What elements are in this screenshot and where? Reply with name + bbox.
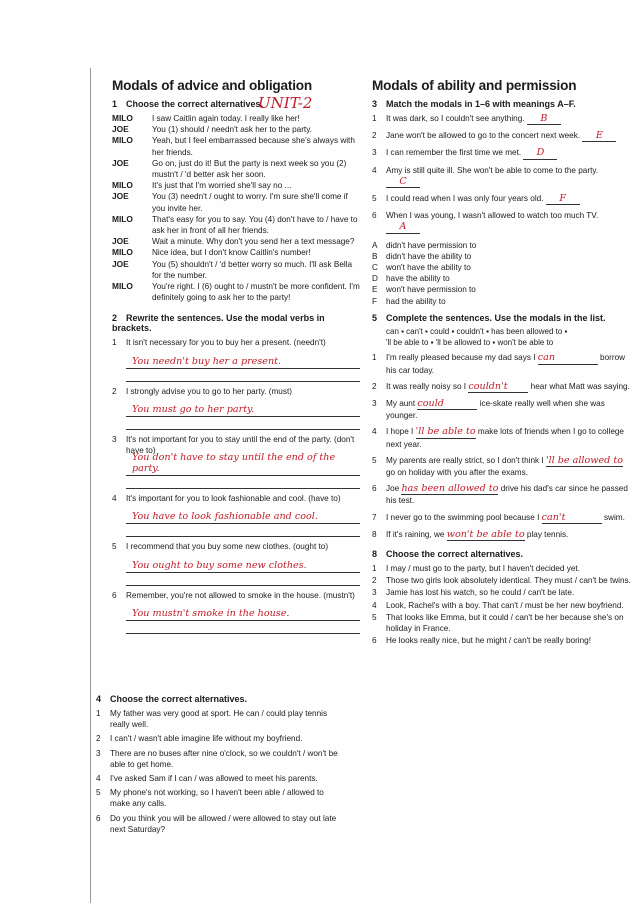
item-text: Jamie has lost his watch, so he could / can't be late. <box>386 588 575 598</box>
item-sentence: It was dark, so I couldn't see anything. <box>386 114 525 123</box>
item-sentence: I can remember the first time we met. <box>386 148 522 158</box>
ex5-items <box>372 352 634 541</box>
ex4-item <box>96 773 346 784</box>
ex8-item <box>372 575 634 586</box>
ex4-item <box>96 708 346 730</box>
right-column <box>372 78 634 648</box>
dialogue-line: Yeah, but I feel embarrassed because she's always with her friends. <box>152 136 355 157</box>
ex8-items <box>372 563 634 646</box>
unit-handwriting: UNIT-2 <box>258 94 313 112</box>
item-number: 4 <box>112 494 117 504</box>
handwritten-answer: 'll be able to <box>415 426 476 438</box>
dialogue-speaker: MILO <box>112 213 133 224</box>
handwritten-answer: You mustn't smoke in the house. <box>132 607 290 619</box>
meaning-text: had the ability to <box>386 296 446 306</box>
handwritten-answer: can't <box>542 512 602 524</box>
handwritten-answer: could <box>417 398 477 410</box>
ex3-meanings <box>372 240 634 307</box>
dialogue-speaker: MILO <box>112 135 133 146</box>
ex2-items <box>112 337 360 633</box>
answer-line-blank <box>126 577 360 586</box>
item-pre: I'm really pleased because my dad says I <box>386 353 536 363</box>
item-number: 3 <box>372 399 377 409</box>
ex4-block <box>96 688 346 838</box>
ex2-item <box>112 493 360 504</box>
handwritten-answer: E <box>582 130 616 142</box>
item-prompt: It isn't necessary for you to buy her a present. (needn't) <box>126 338 326 348</box>
dialogue-speaker: JOE <box>112 124 129 135</box>
item-sentence: Amy is still quite ill. She won't be able to come to the party. <box>386 165 599 175</box>
item-text: There are no buses after nine o'clock, so we couldn't / won't be able to get home. <box>110 748 338 769</box>
ex2-item <box>112 590 360 601</box>
item-text <box>386 512 634 524</box>
item-number: 3 <box>112 434 117 444</box>
meaning-letter: E <box>372 285 378 295</box>
item-text <box>386 455 634 478</box>
handwritten-answer: You have to look fashionable and cool. <box>132 511 318 523</box>
dialogue-line: It's just that I'm worried she'll say no ... <box>152 181 292 191</box>
item-number: 1 <box>372 353 377 363</box>
item-text <box>386 483 634 506</box>
item-number: 6 <box>96 813 101 823</box>
item-number: 4 <box>372 165 377 175</box>
item-pre: My aunt <box>386 399 416 409</box>
ex5-item <box>372 529 634 541</box>
item-number: 5 <box>372 612 377 622</box>
item-text <box>386 381 634 393</box>
handwritten-answer: F <box>546 193 580 205</box>
meaning-letter: B <box>372 251 378 261</box>
ex5-heading: 5 Complete the sentences. Use the modals in the list. <box>372 312 606 323</box>
ex3-item <box>372 147 634 159</box>
item-pre: My parents are really strict, so I don't think I <box>386 455 544 465</box>
ex5-item <box>372 512 634 524</box>
ex3-items <box>372 113 634 234</box>
item-text <box>386 426 634 449</box>
ex8-item <box>372 587 634 598</box>
item-text <box>386 529 634 541</box>
item-number: 2 <box>372 131 377 141</box>
answer-line <box>126 604 360 621</box>
answer-line-blank <box>126 373 360 382</box>
handwritten-answer: D <box>523 147 557 159</box>
item-post: drive his dad's car since he passed his test. <box>386 484 628 506</box>
ex3-item <box>372 210 634 233</box>
item-text: I've asked Sam if I can / was allowed to meet his parents. <box>110 774 318 784</box>
item-number: 6 <box>372 484 377 494</box>
ex5-item <box>372 455 634 478</box>
item-number: 5 <box>372 194 377 204</box>
item-number: 3 <box>96 748 101 758</box>
item-prompt: I recommend that you buy some new clothes. (ought to) <box>126 542 329 552</box>
ex8-item <box>372 563 634 574</box>
ex5-item <box>372 352 634 375</box>
ex3-item <box>372 113 634 125</box>
item-prompt: I strongly advise you to go to her party. (must) <box>126 386 292 396</box>
ex5-item <box>372 398 634 421</box>
meaning-option <box>372 240 634 251</box>
answer-line-blank <box>126 480 360 489</box>
item-post: play tennis. <box>526 529 569 539</box>
handwritten-answer: won't be able to <box>446 528 525 540</box>
item-text <box>386 193 634 205</box>
right-section-title: Modals of ability and permission <box>372 78 577 93</box>
item-number: 6 <box>112 590 117 600</box>
answer-line <box>126 352 360 369</box>
item-number: 4 <box>372 427 377 437</box>
page-margin-line <box>90 68 91 903</box>
item-post: swim. <box>603 512 625 522</box>
meaning-text: won't have the ability to <box>386 263 471 273</box>
item-number: 1 <box>372 114 377 123</box>
ex8-item <box>372 635 634 646</box>
answer-line <box>126 452 360 476</box>
dialogue-speaker: JOE <box>112 157 129 168</box>
ex8-item <box>372 612 634 634</box>
ex4-item <box>96 733 346 744</box>
item-text <box>386 113 634 125</box>
item-text: He looks really nice, but he might / can't be really boring! <box>386 636 591 646</box>
item-post: make lots of friends when I go to college next year. <box>386 427 624 449</box>
item-pre: I never go to the swimming pool because I <box>386 512 540 522</box>
item-number: 4 <box>372 600 377 610</box>
item-number: 2 <box>96 734 101 744</box>
item-pre: It was really noisy so I <box>386 381 467 391</box>
item-number: 2 <box>372 576 377 586</box>
item-prompt: Remember, you're not allowed to smoke in the house. (mustn't) <box>126 590 355 600</box>
meaning-option <box>372 251 634 262</box>
item-number: 2 <box>372 381 377 391</box>
ex2-heading: 2 Rewrite the sentences. Use the modal verbs in brackets. <box>112 313 325 334</box>
ex2-item <box>112 386 360 397</box>
item-number: 1 <box>372 564 377 574</box>
meaning-text: didn't have permission to <box>386 240 477 250</box>
meaning-option <box>372 273 634 284</box>
dialogue-speaker: MILO <box>112 247 133 258</box>
ex5-item <box>372 483 634 506</box>
item-number: 5 <box>96 788 101 798</box>
item-text <box>386 398 634 421</box>
dialogue-line: You (3) needn't / ought to worry. I'm sure she'll come if you invite her. <box>152 192 348 213</box>
item-text <box>386 352 634 375</box>
ex8-item <box>372 600 634 611</box>
item-number: 8 <box>372 529 377 539</box>
handwritten-answer: C <box>386 176 420 188</box>
ex2-item <box>112 337 360 348</box>
item-number: 5 <box>372 455 377 465</box>
dialogue-speaker: MILO <box>112 180 133 191</box>
item-number: 6 <box>372 636 377 646</box>
dialogue-line: Wait a minute. Why don't you send her a text message? <box>152 237 355 247</box>
item-post: go on holiday with you after the exams. <box>386 468 528 478</box>
item-text: I can't / wasn't able imagine life without my boyfriend. <box>110 734 303 744</box>
ex1-heading: 1 Choose the correct alternatives. <box>112 99 264 109</box>
item-number: 6 <box>372 211 377 221</box>
item-text: That looks like Emma, but it could / can't be her because she's on holiday in France. <box>386 612 624 634</box>
item-post: borrow his car today. <box>386 353 626 375</box>
item-text <box>386 165 634 188</box>
answer-line <box>126 400 360 417</box>
handwritten-answer: You needn't buy her a present. <box>132 355 282 367</box>
ex5-item <box>372 381 634 393</box>
meaning-option <box>372 284 634 295</box>
ex4-items <box>96 708 346 835</box>
dialogue-line: You (1) should / needn't ask her to the party. <box>152 125 312 135</box>
meaning-letter: F <box>372 296 378 306</box>
item-pre: I hope I <box>386 427 414 437</box>
item-number: 2 <box>112 386 117 396</box>
meaning-text: won't have permission to <box>386 285 476 295</box>
ex8-heading: 8 Choose the correct alternatives. <box>372 549 524 560</box>
handwritten-answer: B <box>527 113 561 125</box>
handwritten-answer: 'll be allowed to <box>545 454 623 466</box>
dialogue-speaker: MILO <box>112 281 133 292</box>
handwritten-answer: can <box>538 352 598 364</box>
dialogue-line: Nice idea, but I don't know Caitlin's number! <box>152 248 311 258</box>
ex2-item <box>112 541 360 552</box>
item-text: My father was very good at sport. He can / could play tennis really well. <box>110 709 328 730</box>
left-section-title: Modals of advice and obligation <box>112 78 312 93</box>
answer-line-blank <box>126 528 360 537</box>
item-sentence: Jane won't be allowed to go to the concert next week. <box>386 131 581 141</box>
meaning-option <box>372 262 634 273</box>
dialogue-line: You (5) shouldn't / 'd better worry so much. I'll ask Bella for the number. <box>152 259 353 280</box>
item-number: 5 <box>112 542 117 552</box>
item-number: 3 <box>372 148 377 158</box>
item-number: 3 <box>372 588 377 598</box>
item-number: 4 <box>96 774 101 784</box>
handwritten-answer: You ought to buy some new clothes. <box>132 559 307 571</box>
item-text: I may / must go to the party, but I haven't decided yet. <box>386 564 580 574</box>
dialogue-line: That's easy for you to say. You (4) don't have to / have to ask her in front of all her friends. <box>152 214 358 236</box>
dialogue-speaker: JOE <box>112 258 129 269</box>
item-number: 7 <box>372 512 377 522</box>
ex4-item <box>96 748 346 770</box>
item-number: 1 <box>112 338 117 348</box>
dialogue-line: Go on, just do it! But the party is next week so you (2) mustn't / 'd better ask her soon. <box>152 158 347 180</box>
item-text: Those two girls look absolutely identical. They must / can't be twins. <box>386 576 631 586</box>
handwritten-answer: couldn't <box>468 381 528 393</box>
dialogue-speaker: MILO <box>112 113 133 123</box>
item-sentence: When I was young, I wasn't allowed to watch too much TV. <box>386 211 599 221</box>
meaning-text: have the ability to <box>386 274 450 284</box>
ex4-item <box>96 813 346 835</box>
left-column <box>112 78 360 638</box>
meaning-letter: A <box>372 240 378 250</box>
answer-line-blank <box>126 625 360 634</box>
item-post: ice-skate really well when she was younger. <box>386 399 605 421</box>
item-pre: Joe <box>386 484 400 494</box>
ex3-item <box>372 130 634 142</box>
meaning-letter: D <box>372 274 378 284</box>
handwritten-answer: You must go to her party. <box>132 403 255 415</box>
answer-line <box>126 556 360 573</box>
handwritten-answer: A <box>386 221 420 233</box>
ex3-item <box>372 193 634 205</box>
item-text: Do you think you will be allowed / were allowed to stay out late next Saturday? <box>110 813 337 834</box>
handwritten-answer: You don't have to stay until the end of the party. <box>132 452 336 475</box>
item-text: My phone's not working, so I haven't been able / allowed to make any calls. <box>110 788 324 809</box>
meaning-letter: C <box>372 263 378 273</box>
item-pre: If it's raining, we <box>386 529 445 539</box>
dialogue-speaker: JOE <box>112 236 129 247</box>
dialogue-line: I saw Caitlin again today. I really like her! <box>152 114 300 123</box>
dialogue-line: You're right. I (6) ought to / mustn't be more confident. I'm definitely going to ask her to the party! <box>152 282 360 303</box>
ex4-heading: 4 Choose the correct alternatives. <box>96 694 248 704</box>
ex5-item <box>372 426 634 449</box>
answer-line <box>126 507 360 524</box>
ex3-heading: 3 Match the modals in 1–6 with meanings A–F. <box>372 99 576 109</box>
ex3-item <box>372 165 634 188</box>
ex5-word-list: can ▪ can't ▪ could ▪ couldn't ▪ has been allowed to ▪ 'll be able to ▪ 'll be allowed to ▪ won't be able to <box>386 326 568 347</box>
item-number: 1 <box>96 709 101 718</box>
answer-line-blank <box>126 421 360 430</box>
item-text: Look, Rachel's with a boy. That can't / must be her new boyfriend. <box>386 600 624 610</box>
item-text <box>386 147 634 159</box>
handwritten-answer: has been allowed to <box>401 483 499 495</box>
item-prompt: It's important for you to look fashionable and cool. (have to) <box>126 494 341 504</box>
item-post: hear what Matt was saying. <box>530 381 630 391</box>
item-text <box>386 210 634 233</box>
meaning-text: didn't have the ability to <box>386 251 472 261</box>
ex4-item <box>96 787 346 809</box>
item-sentence: I could read when I was only four years old. <box>386 194 544 204</box>
ex1-dialogue <box>112 113 360 303</box>
meaning-option <box>372 296 634 307</box>
item-prompt: It's not important for you to stay until the end of the party. (don't have to) <box>126 434 355 456</box>
item-text <box>386 130 634 142</box>
dialogue-speaker: JOE <box>112 191 129 202</box>
